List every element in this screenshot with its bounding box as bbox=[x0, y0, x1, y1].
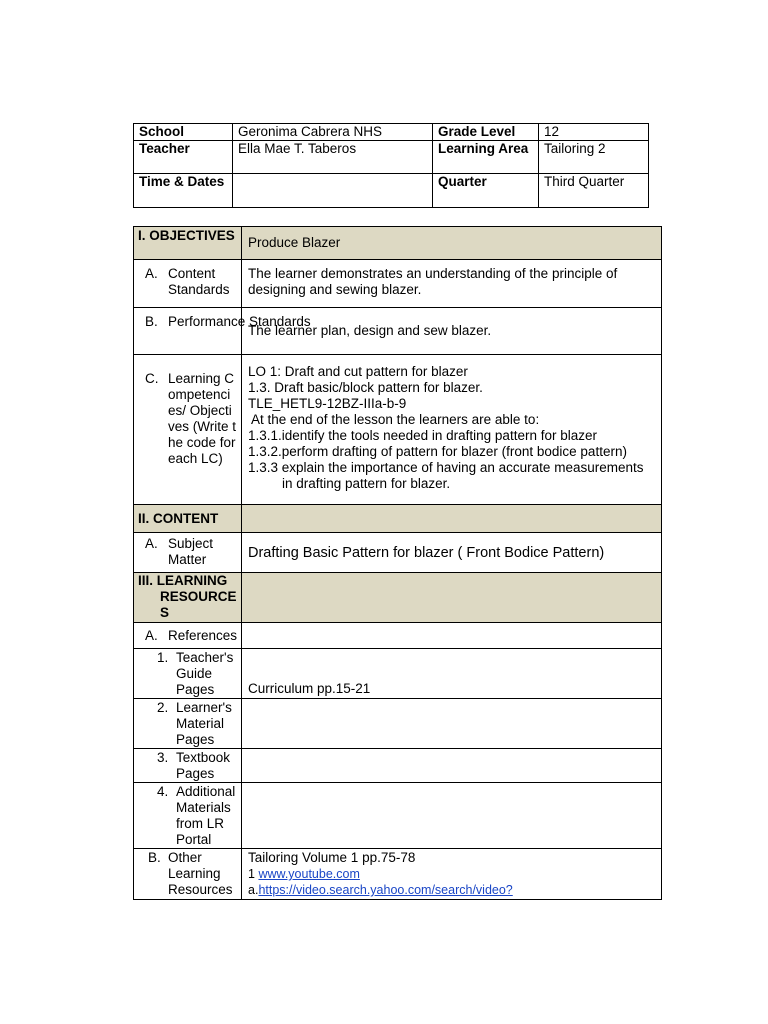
other-resources-label: Other Learning Resources bbox=[168, 850, 233, 897]
objectives-heading-value: Produce Blazer bbox=[242, 227, 662, 260]
performance-standards-value: The learner plan, design and sew blazer. bbox=[242, 308, 662, 355]
reference-item-value bbox=[242, 699, 662, 749]
header-table bbox=[133, 123, 649, 208]
other-resources-row bbox=[134, 849, 662, 900]
references-label: References bbox=[168, 627, 238, 643]
link-prefix: 1 bbox=[248, 867, 259, 881]
reference-item-value bbox=[242, 749, 662, 783]
objectives-heading-row bbox=[134, 227, 662, 260]
school-value: Geronima Cabrera NHS bbox=[233, 124, 433, 141]
time-dates-label: Time & Dates bbox=[134, 174, 233, 208]
reference-item-label: Additional Materials from LR Portal bbox=[176, 784, 236, 847]
youtube-link[interactable]: www.youtube.com bbox=[258, 867, 360, 881]
lesson-plan-table bbox=[133, 226, 662, 900]
competency-code: TLE_HETL9-12BZ-IIIa-b-9 bbox=[248, 396, 407, 411]
competencies-letter: C. bbox=[145, 371, 159, 386]
competencies-value bbox=[242, 355, 662, 505]
learning-area-value: Tailoring 2 bbox=[539, 141, 649, 174]
learning-resources-heading-row bbox=[134, 573, 662, 623]
other-resources-value bbox=[242, 849, 662, 900]
objectives-heading: I. OBJECTIVES bbox=[134, 227, 242, 260]
content-heading: II. CONTENT bbox=[134, 505, 242, 533]
time-dates-value bbox=[233, 174, 433, 208]
subject-matter-letter: A. bbox=[145, 536, 158, 551]
competency-line: 1.3.2.perform drafting of pattern for blazer (front bodice pattern) bbox=[248, 444, 627, 459]
reference-item-number: 2. bbox=[157, 700, 169, 715]
competency-line: At the end of the lesson the learners are able to: bbox=[248, 412, 540, 427]
references-letter: A. bbox=[145, 627, 158, 643]
subject-matter-row bbox=[134, 533, 662, 573]
reference-item-number: 1. bbox=[157, 650, 169, 665]
performance-standards-letter: B. bbox=[145, 314, 158, 329]
school-label: School bbox=[134, 124, 233, 141]
performance-standards-label: Performance Standards bbox=[168, 314, 311, 329]
competency-line: 1.3. Draft basic/block pattern for blazer. bbox=[248, 380, 483, 395]
reference-item-number: 3. bbox=[157, 750, 169, 765]
subject-matter-label: Subject Matter bbox=[168, 536, 214, 567]
quarter-value: Third Quarter bbox=[539, 174, 649, 208]
reference-item-value bbox=[242, 783, 662, 849]
reference-item-row bbox=[134, 699, 662, 749]
competency-line: in drafting pattern for blazer. bbox=[282, 476, 451, 491]
content-standards-value: The learner demonstrates an understanding of the principle of designing and sewing blazer. bbox=[242, 260, 662, 308]
content-standards-letter: A. bbox=[145, 266, 158, 281]
grade-level-value: 12 bbox=[539, 124, 649, 141]
yahoo-video-link[interactable]: https://video.search.yahoo.com/search/video? bbox=[258, 883, 513, 897]
references-row bbox=[134, 623, 662, 649]
content-standards-label: Content Standards bbox=[168, 266, 230, 297]
content-standards-row bbox=[134, 260, 662, 308]
teacher-label: Teacher bbox=[134, 141, 233, 174]
competencies-label: Learning Competencies/ Objectives (Write the code for each LC) bbox=[168, 371, 237, 466]
grade-level-label: Grade Level bbox=[433, 124, 539, 141]
link-prefix: a. bbox=[248, 883, 259, 897]
reference-item-row bbox=[134, 649, 662, 699]
other-resource-line: Tailoring Volume 1 pp.75-78 bbox=[248, 850, 416, 865]
teacher-value: Ella Mae T. Taberos bbox=[233, 141, 433, 174]
competency-line: 1.3.1.identify the tools needed in drafting pattern for blazer bbox=[248, 428, 597, 443]
learning-area-label: Learning Area bbox=[433, 141, 539, 174]
subject-matter-value: Drafting Basic Pattern for blazer ( Front Bodice Pattern) bbox=[242, 533, 662, 573]
reference-item-row bbox=[134, 783, 662, 849]
competency-line: 1.3.3 explain the importance of having an accurate measurements bbox=[248, 460, 644, 475]
reference-item-label: Teacher's Guide Pages bbox=[176, 650, 234, 697]
reference-item-label: Learner's Material Pages bbox=[176, 700, 232, 747]
reference-item-label: Textbook Pages bbox=[176, 750, 231, 781]
reference-item-row bbox=[134, 749, 662, 783]
quarter-label: Quarter bbox=[433, 174, 539, 208]
content-heading-row bbox=[134, 505, 662, 533]
reference-item-number: 4. bbox=[157, 784, 169, 799]
learning-competencies-row bbox=[134, 355, 662, 505]
other-resources-letter: B. bbox=[148, 850, 161, 865]
performance-standards-row bbox=[134, 308, 662, 355]
learning-resources-heading: III. LEARNING RESOURCES bbox=[134, 573, 242, 623]
competency-line: LO 1: Draft and cut pattern for blazer bbox=[248, 364, 468, 379]
reference-item-value: Curriculum pp.15-21 bbox=[242, 649, 662, 699]
